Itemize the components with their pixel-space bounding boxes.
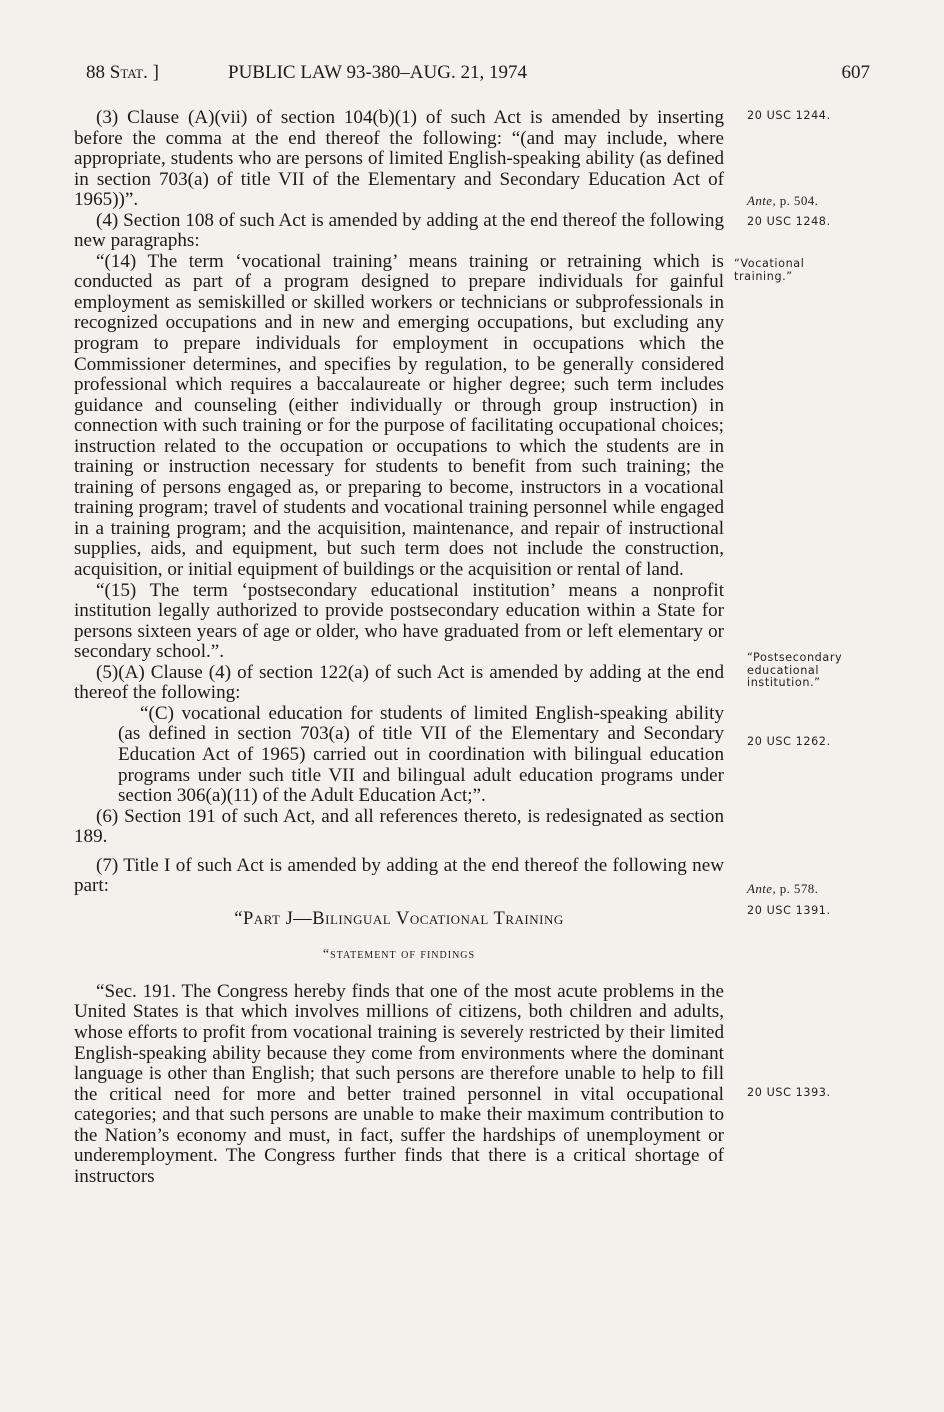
paragraph-5a: (5)(A) Clause (4) of section 122(a) of such Act is amended by adding at the end thereof the following: bbox=[74, 661, 724, 704]
ante-word: Ante bbox=[747, 881, 773, 896]
margin-note-20-usc-1248: 20 USC 1248. bbox=[747, 215, 831, 228]
page-number: 607 bbox=[841, 62, 870, 83]
margin-note-20-usc-1262: 20 USC 1262. bbox=[747, 735, 831, 748]
body-text bbox=[74, 108, 724, 1187]
margin-note-20-usc-1393: 20 USC 1393. bbox=[747, 1086, 831, 1099]
ante-page: , p. 504. bbox=[772, 193, 819, 208]
paragraph-definition-15: “(15) The term ‘postsecondary educational institution’ means a nonprofit institution legally authorized to provide postsecondary education within a State for persons sixteen years of age or older, who have graduated from or left elementary or secondary school.”. bbox=[74, 579, 724, 663]
margin-note-20-usc-1244: 20 USC 1244. bbox=[747, 109, 831, 122]
statute-citation: 88 Stat. ] bbox=[86, 62, 159, 83]
part-heading: “Part J—Bilingual Vocational Training bbox=[234, 908, 564, 929]
paragraph-5c-quote: “(C) vocational education for students of limited English-speaking ability (as defined in section 703(a) of title VII of the Elementary and Secondary Education Act of 1965) carried out in coordination with bilingual education programs under such title VII and bilingual adult education programs under section 306(a)(11) of the Adult Education Act;”. bbox=[118, 702, 724, 807]
section-191: “Sec. 191. The Congress hereby finds that one of the most acute problems in the United States is that which involves millions of citizens, both children and adults, whose efforts to profit from vocational training is severely restricted by their limited English-speaking ability because they come from environments where the dominant language is other than English; that such persons are therefore unable to help to fill the critical need for more and better trained personnel in vital occupational categories; and that such persons are unable to make their maximum contribution to the Nation’s economy and must, in fact, suffer the hardships of unemployment or underemployment. The Congress further finds that there is a critical shortage of instructors bbox=[74, 980, 724, 1187]
findings-heading: “statement of findings bbox=[322, 947, 476, 963]
margin-note-vocational-training: “Vocational training.” bbox=[734, 257, 805, 283]
paragraph-4: (4) Section 108 of such Act is amended by adding at the end thereof the following new paragraphs: bbox=[74, 209, 724, 252]
margin-note-20-usc-1391: 20 USC 1391. bbox=[747, 904, 831, 917]
paragraph-6: (6) Section 191 of such Act, and all references thereto, is redesignated as section 189. bbox=[74, 805, 724, 848]
paragraph-7: (7) Title I of such Act is amended by adding at the end thereof the following new part: bbox=[74, 854, 724, 897]
ante-word: Ante bbox=[747, 193, 773, 208]
margin-note-postsecondary-institution: “Postsecondary educational institution.” bbox=[747, 651, 843, 689]
margin-note-ante-504 bbox=[747, 195, 867, 208]
running-head bbox=[86, 62, 876, 90]
ante-page: , p. 578. bbox=[772, 881, 819, 896]
law-title: PUBLIC LAW 93-380–AUG. 21, 1974 bbox=[228, 62, 527, 83]
margin-note-ante-578 bbox=[747, 883, 867, 896]
paragraph-definition-14: “(14) The term ‘vocational training’ means training or retraining which is conducted as part of a program designed to prepare individuals for gainful employment as semiskilled or skilled workers or technicians or subprofessionals in recognized occupations and in new and emerging occupations, but excluding any program to prepare individuals for employment in occupations which the Commissioner determines, and specifies by regulation, to be generally considered professional which requires a baccalaureate or higher degree; such term includes guidance and counseling (either individually or through group instruction) in connection with such training or for the purpose of facilitating occupational choices; instruction related to the occupation or occupations to which the students are in training or instruction necessary for students to benefit from such training; the training of persons engaged as, or preparing to become, instructors in a vocational training program; travel of students and vocational training personnel while engaged in a training program; and the acquisition, maintenance, and repair of instructional supplies, aids, and equipment, but such term does not include the construction, acquisition, or initial equipment of buildings or the acquisition or rental of land. bbox=[74, 250, 724, 581]
paragraph-3: (3) Clause (A)(vii) of section 104(b)(1) of such Act is amended by inserting before the comma at the end thereof the following: “(and may include, where appropriate, students who are persons of limited English-speaking ability (as defined in section 703(a) of title VII of the Elementary and Secondary Education Act of 1965))”. bbox=[74, 107, 724, 211]
